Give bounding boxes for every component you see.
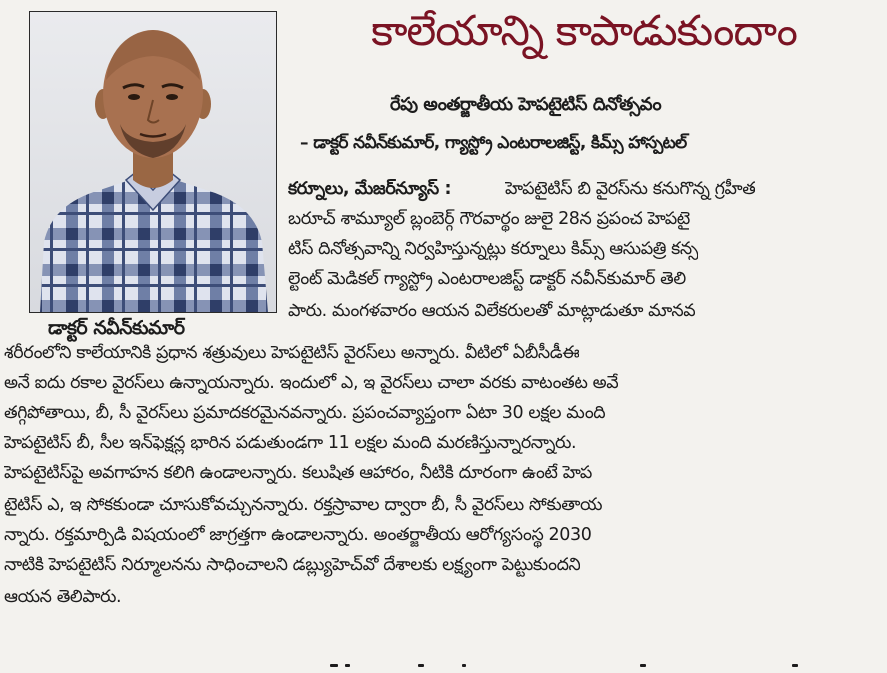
body-line: అనే ఐదు రకాల వైరస్‌లు ఉన్నాయన్నారు. ఇందులో ఎ, ఇ వైరస్‌లు చాలా వరకు వాటంతట అవే [4,373,619,393]
body-line: ఆయన తెలిపారు. [4,587,122,607]
headline: కాలేయాన్ని కాపాడుకుందాం [371,6,797,55]
body-line: హెపటైటిస్‌పై అవగాహన కలిగి ఉండాలన్నారు. కలుషిత ఆహారం, నీటికి దూరంగా ఉంటే హెప [4,463,592,483]
body-line: బరూచ్ శామ్యూల్ బ్లంబెర్గ్ గౌరవార్థం జులై 28న ప్రపంచ హెపటై [288,209,690,229]
body-line: తగ్గిపోతాయి, బీ, సీ వైరస్‌లు ప్రమాదకరమైనవన్నారు. ప్రపంచవ్యాప్తంగా ఏటా 30 లక్షల మంది [4,403,606,423]
doctor-portrait-photo [29,11,277,313]
body-line: పారు. మంగళవారం ఆయన విలేకరులతో మాట్లాడుతూ మానవ [288,301,696,321]
dateline: కర్నూలు, మేజర్‌న్యూస్ : [288,179,452,199]
subheadline: రేపు అంతర్జాతీయ హెపటైటిస్ దినోత్సవం [390,94,662,115]
body-line: శరీరంలోని కాలేయానికి ప్రధాన శత్రువులు హెపటైటిస్ వైరస్‌లు అన్నారు. వీటిలో ఏబీసీడీఈ [4,343,580,363]
body-line: నాటికి హెపటైటిస్ నిర్మూలనను సాధించాలని డబ్ల్యుహెచ్‌వో దేశాలకు లక్ష్యంగా పెట్టుకుందని [4,555,581,575]
clipped-text-row [0,664,887,673]
body-line: హెపటైటిస్ బి వైరస్‌ను కనుగొన్న గ్రహీత [505,179,756,199]
body-line: టిస్ దినోత్సవాన్ని నిర్వహిస్తున్నట్లు కర్నూలు కిమ్స్ ఆసుపత్రి కన్స [288,239,699,259]
body-line: టైటిస్ ఎ, ఇ సోకకుండా చూసుకోవచ్చునన్నారు. రక్తస్రావాల ద్వారా బీ, సీ వైరస్‌లు సోకుతాయ [4,495,603,515]
body-line: హెపటైటిస్ బీ, సీల ఇన్‌ఫెక్షన్ల భారిన పడుతుండగా 11 లక్షల మంది మరణిస్తున్నారన్నారు. [4,433,577,453]
body-line: న్నారు. రక్తమార్పిడి విషయంలో జాగ్రత్తగా ఉండాలన్నారు. అంతర్జాతీయ ఆరోగ్యసంస్థ 2030 [4,525,592,545]
photo-caption: డాక్టర్ నవీన్‌కుమార్ [48,317,185,339]
byline: – డాక్టర్ నవీన్‌కుమార్, గ్యాస్ట్రో ఎంటరాలజిస్ట్, కిమ్స్ హాస్పటల్ [300,133,687,153]
body-line: ల్టెంట్ మెడికల్ గ్యాస్ట్రో ఎంటరాలజిస్ట్ డాక్టర్ నవీన్‌కుమార్ తెలి [288,269,686,289]
